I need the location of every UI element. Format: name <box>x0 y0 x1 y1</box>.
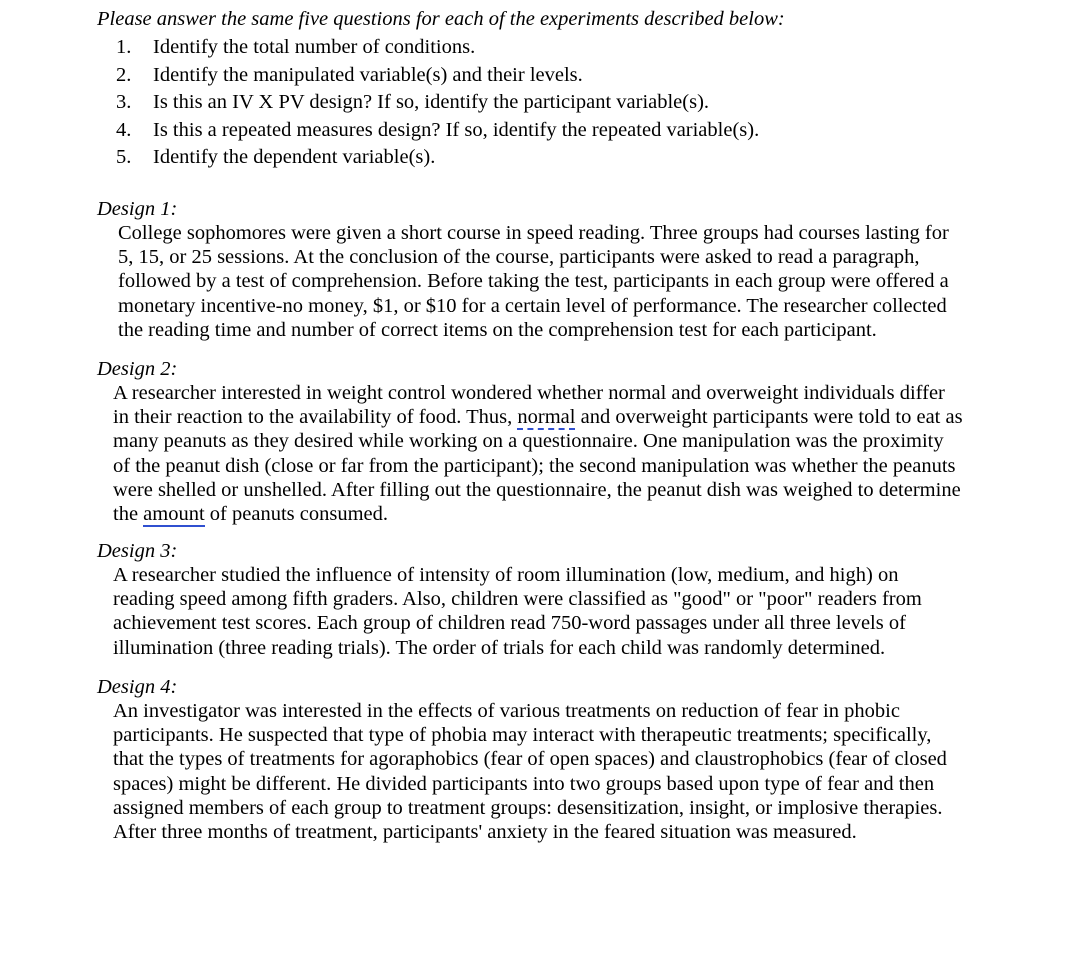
design-2-line <box>113 502 987 526</box>
question-number: 4. <box>116 118 132 141</box>
design-4-description <box>113 699 987 844</box>
design-2-text-fragment: the <box>113 503 139 526</box>
design-3-line: achievement test scores. Each group of children read 750-word passages under all three levels of <box>113 612 906 635</box>
design-1-section <box>97 197 987 342</box>
question-number: 1. <box>116 36 132 58</box>
question-list <box>116 34 759 172</box>
design-3-line: A researcher studied the influence of intensity of room illumination (low, medium, and high) on <box>113 564 899 586</box>
design-4-title: Design 4: <box>97 676 178 698</box>
question-number: 3. <box>116 91 132 113</box>
design-4-line: An investigator was interested in the effects of various treatments on reduction of fear in phobic <box>113 700 900 722</box>
design-2-title: Design 2: <box>97 358 178 380</box>
design-1-line: followed by a test of comprehension. Before taking the test, participants in each group were offered a <box>118 270 949 293</box>
question-number: 2. <box>116 63 132 86</box>
grammar-flagged-word: normal <box>517 406 576 429</box>
design-4-line: spaces) might be different. He divided participants into two groups based upon type of fear and then <box>113 772 935 795</box>
design-1-title: Design 1: <box>97 198 178 220</box>
design-3-line: reading speed among fifth graders. Also, children were classified as "good" or "poor" readers from <box>113 588 922 611</box>
question-text: Is this a repeated measures design? If so, identify the repeated variable(s). <box>153 118 760 141</box>
design-2-line: of the peanut dish (close or far from the participant); the second manipulation was whether the peanuts <box>113 454 956 477</box>
design-3-line: illumination (three reading trials). The order of trials for each child was randomly determined. <box>113 636 886 659</box>
underlined-word: amount <box>143 503 205 526</box>
design-1-description <box>118 221 987 342</box>
design-1-line: 5, 15, or 25 sessions. At the conclusion of the course, participants were asked to read a paragraph, <box>118 246 920 269</box>
design-2-line: many peanuts as they desired while working on a questionnaire. One manipulation was the proximity <box>113 430 944 453</box>
design-4-section <box>97 675 987 844</box>
question-text: Identify the dependent variable(s). <box>153 146 436 168</box>
design-2-line <box>113 405 987 429</box>
design-1-line: the reading time and number of correct items on the comprehension test for each participant. <box>118 318 877 341</box>
design-2-description <box>113 381 987 526</box>
design-4-line: assigned members of each group to treatment groups: desensitization, insight, or implosive therapies. <box>113 796 943 819</box>
question-text: Is this an IV X PV design? If so, identify the participant variable(s). <box>153 91 710 113</box>
design-1-line: monetary incentive-no money, $1, or $10 for a certain level of performance. The researcher collected <box>118 294 947 317</box>
question-text: Identify the manipulated variable(s) and their levels. <box>153 63 583 86</box>
question-item <box>116 117 759 145</box>
instructions-text: Please answer the same five questions for each of the experiments described below: <box>97 8 785 30</box>
question-item <box>116 34 759 62</box>
question-item <box>116 89 759 117</box>
design-4-line: After three months of treatment, participants' anxiety in the feared situation was measured. <box>113 821 857 844</box>
design-3-section <box>97 539 987 660</box>
question-text: Identify the total number of conditions. <box>153 36 476 58</box>
design-2-text-fragment: in their reaction to the availability of food. Thus, <box>113 406 513 429</box>
design-2-line: were shelled or unshelled. After filling out the questionnaire, the peanut dish was weighed to determine <box>113 478 961 501</box>
design-2-section <box>97 357 987 526</box>
design-4-line: participants. He suspected that type of phobia may interact with therapeutic treatments; specifically, <box>113 724 932 747</box>
design-3-description <box>113 563 987 660</box>
design-2-text-fragment: and overweight participants were told to eat as <box>580 406 963 429</box>
design-3-title: Design 3: <box>97 540 178 562</box>
design-2-line: A researcher interested in weight control wondered whether normal and overweight individuals differ <box>113 382 945 404</box>
design-4-line: that the types of treatments for agoraphobics (fear of open spaces) and claustrophobics (fear of closed <box>113 748 947 771</box>
question-number: 5. <box>116 146 132 168</box>
question-item <box>116 144 759 172</box>
design-2-text-fragment: of peanuts consumed. <box>209 503 388 526</box>
design-1-line: College sophomores were given a short course in speed reading. Three groups had courses lasting for <box>118 222 949 244</box>
question-item <box>116 62 759 90</box>
